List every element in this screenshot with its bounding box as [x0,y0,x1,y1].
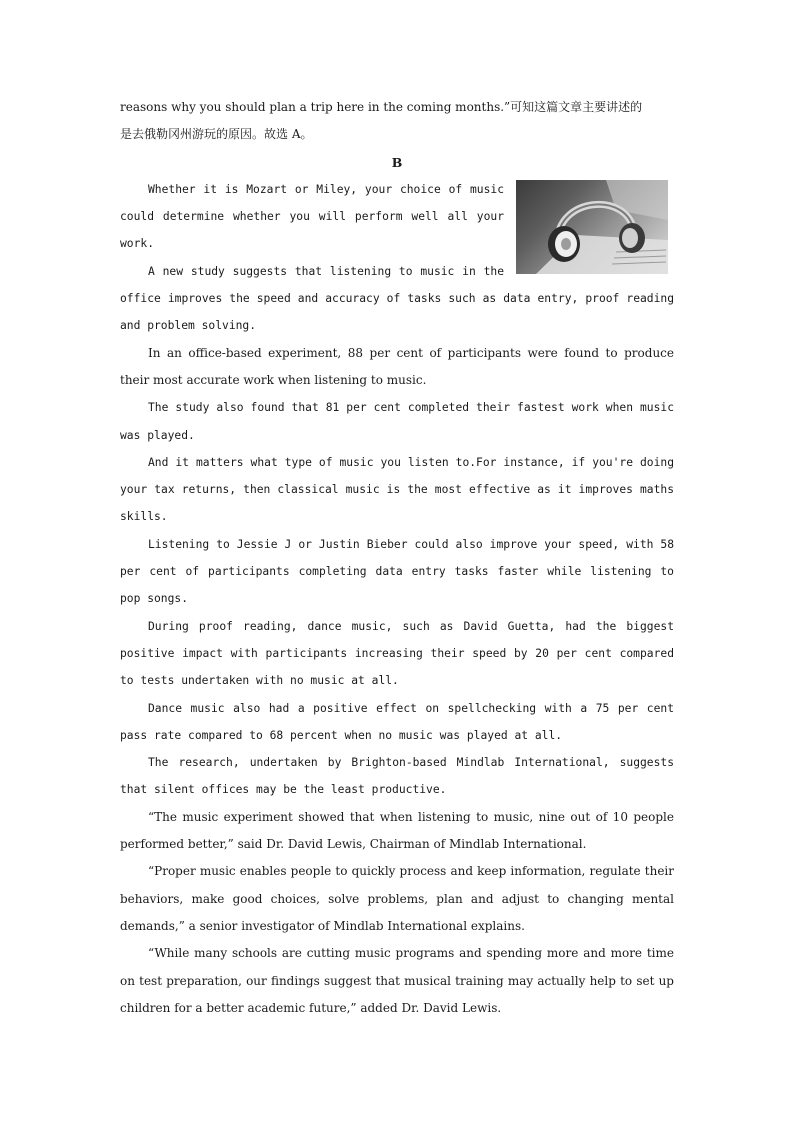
lead-block [120,176,674,340]
paragraph-2: A new study suggests that listening to music in the office improves the speed and accuracy of tasks such as data entry, proof reading and problem solving. [120,264,674,333]
paragraph-11: “Proper music enables people to quickly process and keep information, regulate their behaviors, make good choices, solve problems, plan and adjust to changing mental demands,” a senior investigator of Mindlab International explains. [120,864,674,933]
section-title: B [391,154,403,170]
intro-line-1: reasons why you should plan a trip here in the coming months.”可知这篇文章主要讲述的 [120,100,643,114]
paragraph-1: Whether it is Mozart or Miley, your choice of music could determine whether you will perform well all your work. [120,182,504,251]
paragraph-9: The research, undertaken by Brighton-based Mindlab International, suggests that silent offices may be the least productive. [120,756,674,797]
paragraph-10: “The music experiment showed that when listening to music, nine out of 10 people performed better,” said Dr. David Lewis, Chairman of Mindlab International. [120,809,674,852]
paragraph-6: Listening to Jessie J or Justin Bieber could also improve your speed, with 58 per cent of participants completing data entry tasks faster while listening to pop songs. [120,537,674,606]
headphones-photo [516,180,668,274]
paragraph-12: “While many schools are cutting music programs and spending more and more time on test preparation, our findings suggest that musical training may actually help to set up children for a better academic future,” added Dr. David Lewis. [120,946,674,1015]
paragraph-5: And it matters what type of music you listen to.For instance, if you're doing your tax returns, then classical music is the most effective as it improves maths skills. [120,455,674,524]
headphones-icon [516,180,668,274]
paragraph-8: Dance music also had a positive effect on spellchecking with a 75 per cent pass rate compared to 68 percent when no music was played at all. [120,701,674,742]
paragraph-3: In an office-based experiment, 88 per cent of participants were found to produce their most accurate work when listening to music. [120,345,674,387]
article-body [120,94,674,1022]
paragraph-7: During proof reading, dance music, such as David Guetta, had the biggest positive impact with participants increasing their speed by 20 per cent compared to tests undertaken with no music at all. [120,619,674,688]
intro-line-2: 是去俄勒冈州游玩的原因。故选 A。 [120,127,313,142]
paragraph-4: The study also found that 81 per cent completed their fastest work when music was played. [120,401,674,442]
